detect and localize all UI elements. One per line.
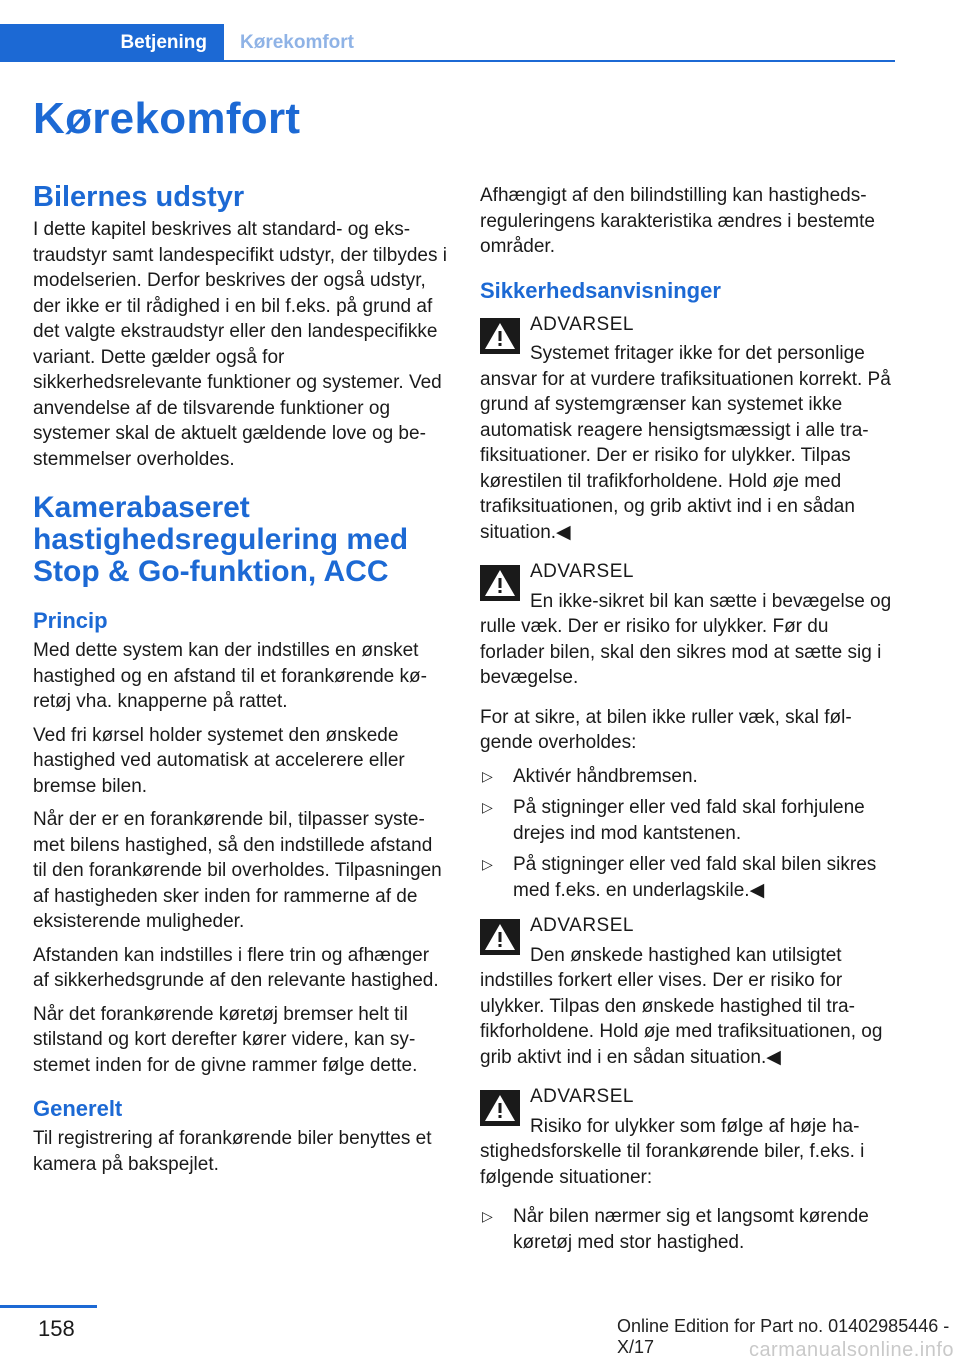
warning-title: ADVARSEL [530, 915, 634, 936]
warning-block [480, 559, 895, 691]
paragraph-princip-3: Når der er en forankørende bil, tilpasser systemet bilens hastighed, så den indstillede afstand til den forankørende bil overholdes. Tilpasningen af hastigheden sker inden for rammerne af de eksisterende muligheder. [33, 809, 442, 932]
bullet-triangle-icon: ▷ [482, 767, 493, 784]
left-column [33, 180, 448, 1185]
warning-icon [480, 318, 520, 354]
warning-block [480, 1084, 895, 1190]
header-rule [0, 60, 895, 62]
tab-korekomfort[interactable]: Kørekomfort [240, 32, 355, 53]
paragraph-princip-1: Med dette system kan der indstilles en ønsket hastighed og en afstand til et forankørende køretøj vha. knapperne på rattet. [33, 640, 427, 712]
watermark: carmanualsonline.info [748, 1339, 954, 1361]
right-column [480, 183, 895, 1265]
list-item [480, 764, 895, 790]
bullet-list [480, 764, 895, 904]
heading-acc: Kamerabaseret hastighedsregulering med Stop & Go-funktion, ACC [33, 491, 409, 588]
paragraph-intro: Afhængigt af den bilindstilling kan hastighedsreguleringens karakteristika ændres i bestemte områder. [480, 185, 875, 257]
heading-bilernes-udstyr: Bilernes udstyr [33, 181, 245, 213]
list-item-text: På stigninger eller ved fald skal forhjulene drejes ind mod kantstenen. [513, 797, 865, 844]
page-title: Kørekomfort [33, 94, 301, 143]
warning-text: Systemet fritager ikke for det personlige ansvar for at vurdere trafiksituationen korrekt. På grund af systemgrænser kan systemet ikke automatisk reagere hensigtsmæssigt i alle trafiksituationer. Der er risiko for ulykker. Tilpas kørestilen til trafikforholdene. Hold øje med trafiksituationen, og grib aktivt ind i en sådan situation.◀ [480, 343, 891, 543]
list-item-text: Aktivér håndbremsen. [513, 765, 698, 787]
heading-generelt: Generelt [33, 1096, 123, 1121]
warning-text: En ikke-sikret bil kan sætte i bevægelse og rulle væk. Der er risiko for ulykker. Før du forlader bilen, skal den sikres mod at sætte sig i bevægelse. [480, 590, 892, 688]
list-item [480, 795, 895, 846]
edition-label: Online Edition for Part no. 01402985446 - X/17 [617, 1316, 950, 1357]
footer-rule [0, 1305, 97, 1308]
page-number: 158 [38, 1316, 75, 1341]
warning-title: ADVARSEL [530, 561, 634, 582]
paragraph-udstyr: I dette kapitel beskrives alt standard- og ekstraudstyr samt landespecifikt udstyr, der tilbydes i modelserien. Derfor beskrives der også udstyr, der ikke er til rådighed i en bil f.eks. på grund af det valgte ekstraudstyr eller den landespecifikke variant. Dette gælder også for sikkerhedsrelevante funktioner og systemer. Ved anvendelse af de tilsvarende funktioner og systemer skal de aktuelt gældende love og bestemmelser overholdes. [33, 219, 447, 470]
warning-title: ADVARSEL [530, 1086, 634, 1107]
warning-text: Den ønskede hastighed kan utilsigtet indstilles forkert eller vises. Der er risiko for ulykker. Tilpas den ønskede hastighed til trafikforholdene. Hold øje med trafiksituationen, og grib aktivt ind i en sådan situation.◀ [480, 944, 883, 1068]
warning-icon [480, 919, 520, 955]
paragraph-princip-2: Ved fri kørsel holder systemet den ønskede hastighed ved automatisk at accelerere eller bremse bilen. [33, 724, 405, 797]
list-item [480, 852, 895, 903]
warning-block [480, 913, 895, 1070]
heading-sikkerhedsanvisninger: Sikkerhedsanvisninger [480, 277, 721, 303]
header-bar [0, 24, 895, 62]
list-item-text: Når bilen nærmer sig et langsomt kørende køretøj med stor hastighed. [513, 1206, 869, 1253]
warning-text: Risiko for ulykker som følge af høje hastighedsforskelle til forankørende biler, f.eks. i følgende situationer: [480, 1115, 865, 1188]
paragraph-sikre: For at sikre, at bilen ikke ruller væk, skal følgende overholdes: [480, 706, 852, 753]
paragraph-princip-4: Afstanden kan indstilles i flere trin og afhænger af sikkerhedsgrunde af den relevante hastighed. [33, 944, 439, 991]
bullet-list [480, 1204, 895, 1255]
heading-princip: Princip [33, 608, 108, 633]
list-item [480, 1204, 895, 1255]
warning-title: ADVARSEL [530, 313, 634, 335]
list-item-text: På stigninger eller ved fald skal bilen sikres med f.eks. en underlagskile.◀ [513, 854, 877, 901]
tab-betjening[interactable]: Betjening [0, 24, 224, 62]
bullet-triangle-icon: ▷ [482, 856, 493, 872]
paragraph-princip-5: Når det forankørende køretøj bremser helt til stilstand og kort derefter kører videre, kan systemet inden for de givne rammer følge dette. [33, 1003, 418, 1076]
warning-icon [480, 1090, 520, 1126]
paragraph-generelt: Til registrering af forankørende biler benyttes et kamera på bakspejlet. [33, 1128, 432, 1175]
bullet-triangle-icon: ▷ [482, 1208, 493, 1224]
warning-icon [480, 565, 520, 601]
warning-block [480, 312, 895, 546]
bullet-triangle-icon: ▷ [482, 799, 493, 815]
